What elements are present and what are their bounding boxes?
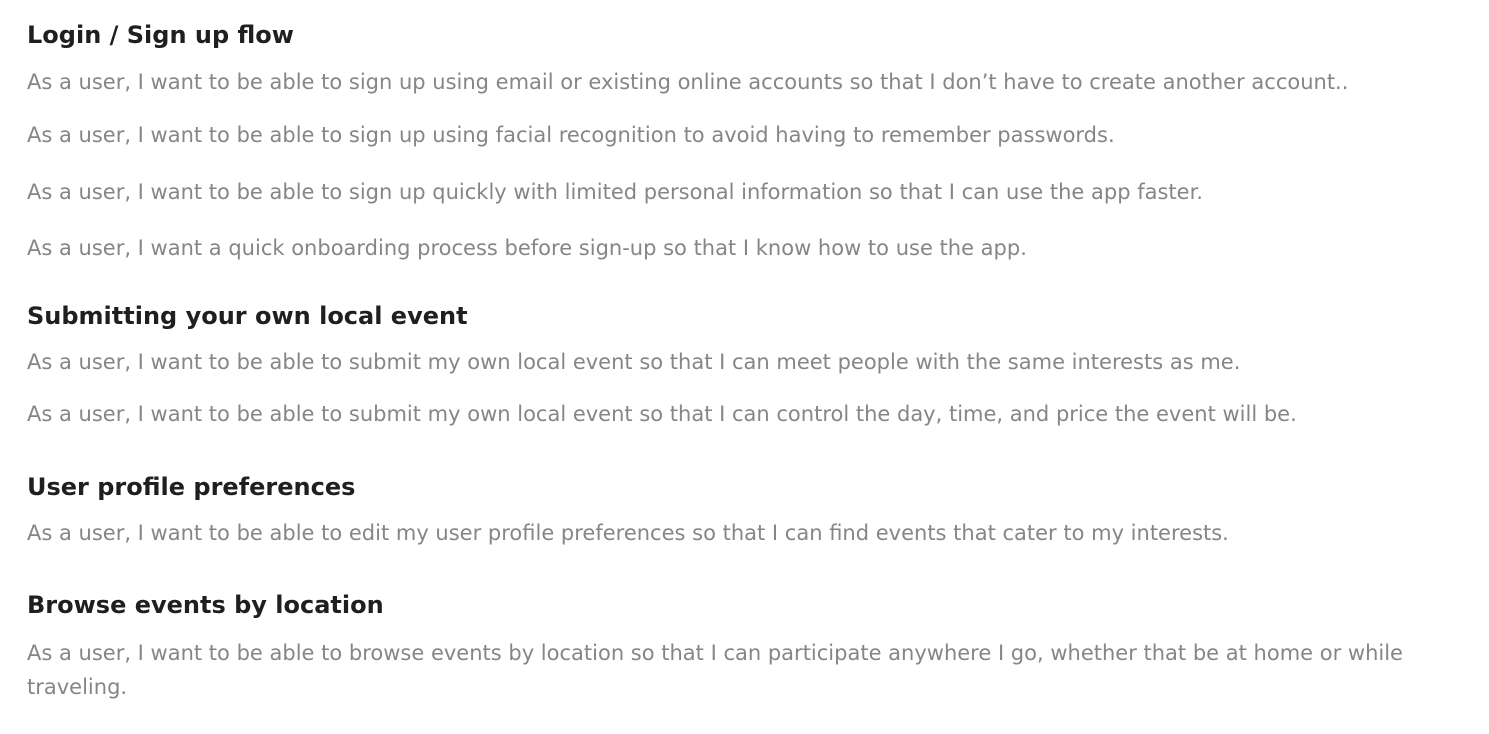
user-story-onboarding: As a user, I want a quick onboarding process before sign-up so that I know how to use the app. bbox=[27, 236, 1027, 260]
section-heading-profile-preferences: User profile preferences bbox=[27, 473, 356, 501]
section-heading-submit-event: Submitting your own local event bbox=[27, 302, 468, 330]
section-heading-browse-location: Browse events by location bbox=[27, 591, 384, 619]
section-heading-login-signup: Login / Sign up flow bbox=[27, 21, 294, 49]
user-story-signup-quick: As a user, I want to be able to sign up quickly with limited personal information so that I can use the app faster. bbox=[27, 180, 1203, 204]
user-story-signup-facial-recognition: As a user, I want to be able to sign up using facial recognition to avoid having to remember passwords. bbox=[27, 123, 1115, 147]
user-story-submit-event-meet: As a user, I want to be able to submit my own local event so that I can meet people with the same interests as me. bbox=[27, 350, 1241, 374]
user-story-browse-location: As a user, I want to be able to browse events by location so that I can participate anywhere I go, whether that be at home or while traveling. bbox=[27, 641, 1403, 699]
user-story-submit-event-control: As a user, I want to be able to submit my own local event so that I can control the day, time, and price the event will be. bbox=[27, 402, 1297, 426]
user-story-signup-email: As a user, I want to be able to sign up using email or existing online accounts so that I don’t have to create another account.. bbox=[27, 70, 1349, 94]
user-story-edit-preferences: As a user, I want to be able to edit my user profile preferences so that I can find events that cater to my interests. bbox=[27, 521, 1229, 545]
